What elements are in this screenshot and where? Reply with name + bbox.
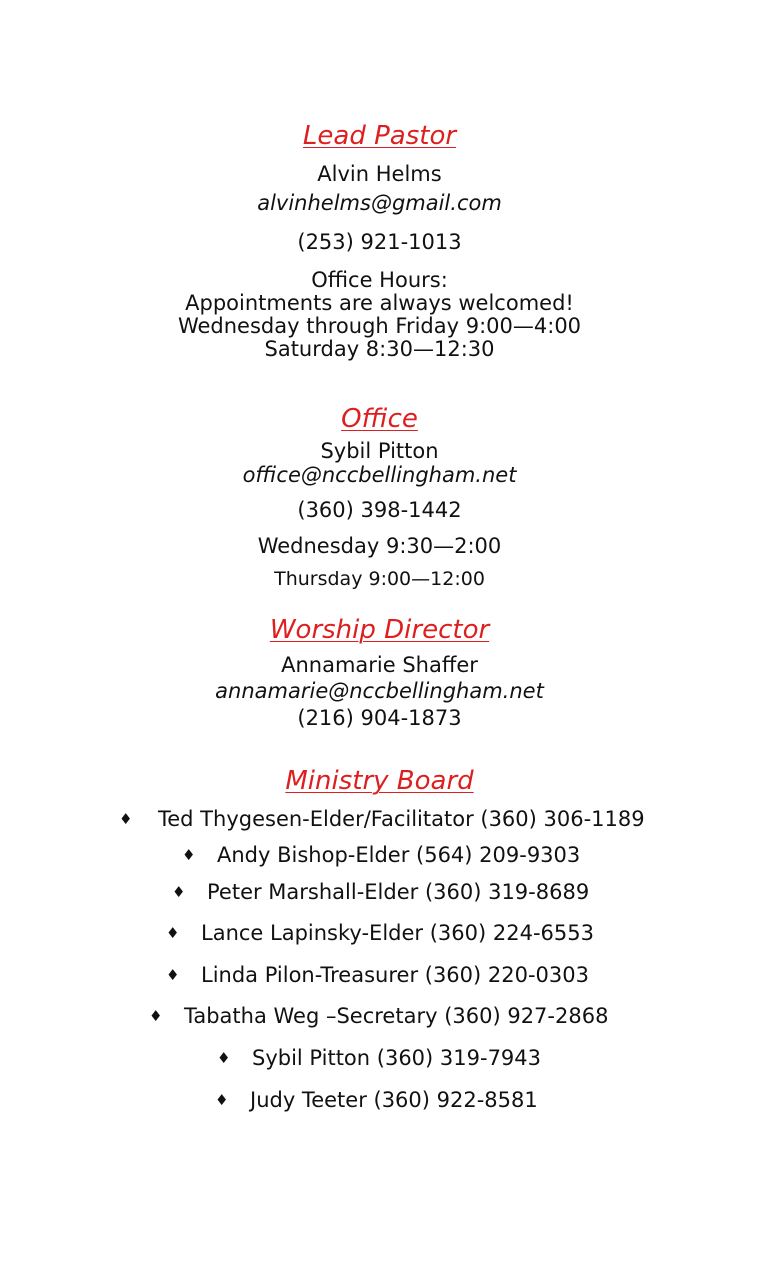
- office-hours-weekday: Wednesday through Friday 9:00—4:00: [177, 314, 582, 338]
- board-member-text: Ted Thygesen-Elder/Facilitator (360) 306-1189: [158, 807, 645, 831]
- ministry-board-heading: Ministry Board: [285, 766, 474, 796]
- worship-director-phone[interactable]: (216) 904-1873: [297, 706, 462, 730]
- worship-director-heading: Worship Director: [269, 615, 490, 645]
- diamond-icon: ♦: [166, 924, 180, 942]
- board-member-text: Andy Bishop-Elder (564) 209-9303: [217, 843, 581, 867]
- office-hours-wednesday: Wednesday 9:30—2:00: [257, 534, 502, 558]
- board-member-item: [166, 965, 589, 986]
- lead-pastor-heading: Lead Pastor: [302, 121, 457, 151]
- board-member-text: Lance Lapinsky-Elder (360) 224-6553: [201, 921, 594, 945]
- worship-director-name: Annamarie Shaffer: [281, 653, 478, 677]
- board-member-item: [172, 882, 589, 903]
- worship-director-email[interactable]: annamarie@nccbellingham.net: [215, 679, 544, 703]
- office-hours-note: Appointments are always welcomed!: [185, 291, 574, 315]
- office-email[interactable]: office@nccbellingham.net: [242, 463, 517, 487]
- office-hours-thursday: Thursday 9:00—12:00: [274, 568, 485, 590]
- office-heading: Office: [341, 404, 418, 434]
- board-member-text: Peter Marshall-Elder (360) 319-8689: [207, 880, 590, 904]
- diamond-icon: ♦: [166, 966, 180, 984]
- office-name: Sybil Pitton: [320, 439, 439, 463]
- diamond-icon: ♦: [119, 810, 133, 828]
- board-member-item: [182, 845, 580, 866]
- board-member-item: [215, 1090, 538, 1111]
- office-hours-saturday: Saturday 8:30—12:30: [264, 337, 495, 361]
- diamond-icon: ♦: [215, 1091, 229, 1109]
- lead-pastor-email[interactable]: alvinhelms@gmail.com: [257, 191, 502, 215]
- board-member-text: Tabatha Weg –Secretary (360) 927-2868: [184, 1004, 609, 1028]
- lead-pastor-phone[interactable]: (253) 921-1013: [297, 230, 462, 254]
- board-member-item: [217, 1048, 541, 1069]
- office-phone[interactable]: (360) 398-1442: [297, 498, 462, 522]
- board-member-item: [119, 809, 645, 830]
- board-member-text: Judy Teeter (360) 922-8581: [250, 1088, 538, 1112]
- board-member-item: [166, 923, 594, 944]
- board-member-text: Linda Pilon-Treasurer (360) 220-0303: [201, 963, 589, 987]
- diamond-icon: ♦: [172, 883, 186, 901]
- diamond-icon: ♦: [149, 1007, 163, 1025]
- diamond-icon: ♦: [182, 846, 196, 864]
- lead-pastor-name: Alvin Helms: [317, 162, 442, 186]
- board-member-item: [149, 1006, 608, 1027]
- diamond-icon: ♦: [217, 1049, 231, 1067]
- board-member-text: Sybil Pitton (360) 319-7943: [252, 1046, 542, 1070]
- office-hours-label: Office Hours:: [311, 268, 448, 292]
